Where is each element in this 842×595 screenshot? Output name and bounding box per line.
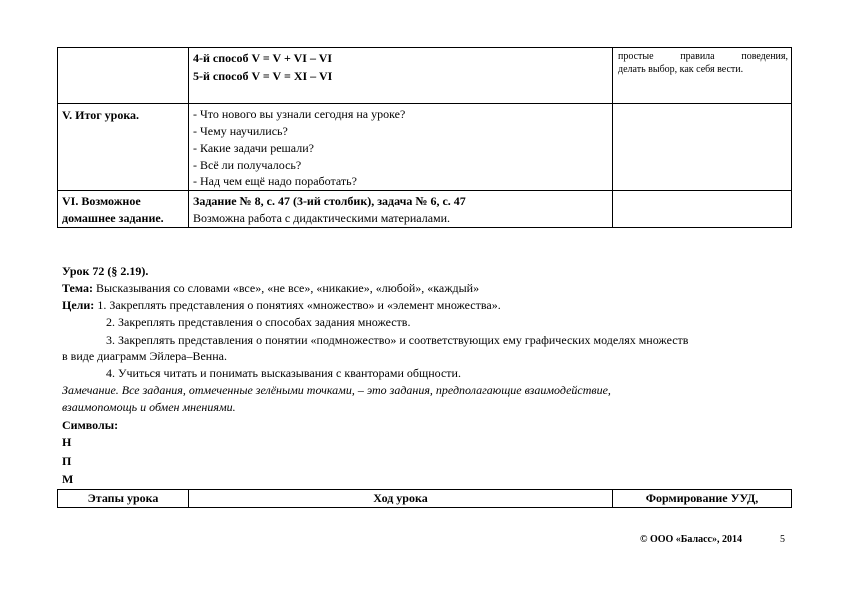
method-5: 5-й способ V = V = XI – VI [193,69,333,83]
goal-1-text: 1. Закреплять представления о понятиях «множество» и «элемент множества». [94,298,501,312]
symbol-n: Н [62,435,72,449]
topic-label: Тема: [62,281,93,295]
stage-homework-line2: домашнее задание. [62,211,164,225]
question-2: - Чему научились? [193,124,288,138]
topic-text: Высказывания со словами «все», «не все», «никакие», «любой», «каждый» [92,281,480,295]
header-stages: Этапы урока [87,491,159,505]
question-3: - Какие задачи решали? [193,141,314,155]
lesson-topic [62,281,479,296]
lesson-goal-2: 2. Закреплять представления о способах задания множеств. [106,315,411,329]
lesson-goal-4: 4. Учиться читать и понимать высказывания с кванторами общности. [106,366,461,380]
homework-task: Задание № 8, с. 47 (3-ий столбик), задача № 6, с. 47 [193,194,466,208]
uud-text-line1: простые правила поведения, [618,51,788,62]
header-lesson-course: Ход урока [373,491,428,505]
lesson-goal-3: 3. Закреплять представления о понятии «подмножество» и соответствующих ему графических моделях множеств [106,333,689,347]
homework-note: Возможна работа с дидактическими материалами. [193,211,451,225]
remark-line1: Замечание. Все задания, отмеченные зелёными точками, – это задания, предполагающие взаимодействие, [62,383,611,397]
uud-text-line2: делать выбор, как себя вести. [618,64,744,75]
question-1: - Что нового вы узнали сегодня на уроке? [193,107,406,121]
lesson-goal-3-cont: в виде диаграмм Эйлера–Венна. [62,349,227,363]
symbols-label: Символы: [62,418,119,432]
lesson-goal-1 [62,298,501,313]
question-4: - Всё ли получалось? [193,158,302,172]
stage-summary: V. Итог урока. [62,108,140,122]
header-uud: Формирование УУД, [645,491,759,505]
method-4: 4-й способ V = V + VI – VI [193,51,333,65]
goals-label: Цели: [62,298,95,312]
lesson-title: Урок 72 (§ 2.19). [62,264,149,278]
page-number: 5 [780,534,785,545]
footer-copyright: © ООО «Баласс», 2014 [640,534,742,545]
symbol-p: П [62,454,72,468]
remark-line2: взаимопомощь и обмен мнениями. [62,400,236,414]
symbol-m: М [62,472,74,486]
question-5: - Над чем ещё надо поработать? [193,174,357,188]
stage-homework-line1: VI. Возможное [62,194,141,208]
